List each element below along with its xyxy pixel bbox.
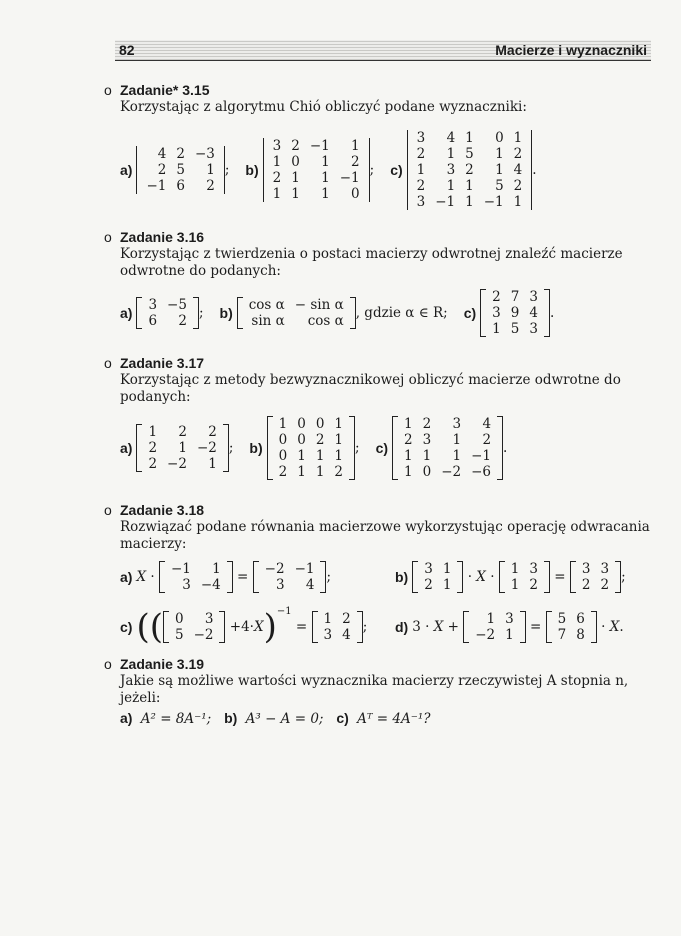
matrix-c (392, 416, 503, 480)
matrix-cell: 5 (176, 162, 185, 178)
matrix-cell: −1 (471, 448, 492, 464)
matrix-row (274, 448, 348, 464)
matrix-cell: 1 (315, 448, 325, 464)
exercise-title: Zadanie 3.19 (120, 656, 205, 672)
determinant-b (263, 138, 370, 202)
exercise-title: Zadanie 3.16 (120, 229, 205, 245)
exercise-3-15-items: a) 4 2 −3 2 5 1 −1 6 2 ; b) 3 2 −1 1 1 0 1 2 2 1 1 −1 1 1 1 0 ; c) 3 4 1 0 1 2 1 5 1 2 1 3 2 1 4 2 1 1 5 2 3 −1 1 −1 1 . (120, 130, 537, 210)
matrix-table (268, 138, 365, 202)
matrix-cell: 2 (424, 577, 433, 593)
matrix-cell: 2 (513, 178, 523, 194)
matrix-cell: 1 (404, 464, 413, 480)
matrix-row (143, 440, 221, 456)
matrix-cell: −2 (193, 627, 214, 643)
matrix-cell: 1 (334, 416, 344, 432)
matrix-cell: 3 (275, 577, 285, 593)
matrix-cell: 0 (278, 432, 288, 448)
matrix-c (480, 289, 550, 337)
matrix-cell: 5 (174, 627, 184, 643)
exercise-3-16: o Zadanie 3.16 Korzystając z twierdzenia o postaci macierzy odwrotnej znaleźć macierze odwrotne do podanych: (104, 229, 660, 280)
matrix-cell: 4 (157, 146, 167, 162)
matrix-row (268, 186, 365, 202)
matrix-row (268, 154, 365, 170)
matrix-cell: −1 (339, 170, 360, 186)
matrix-cell: 7 (557, 627, 567, 643)
matrix-cell: 1 (291, 170, 300, 186)
matrix-row (553, 611, 590, 627)
matrix-cell: 0 (297, 416, 306, 432)
matrix-row (487, 289, 543, 305)
matrix-cell: 7 (510, 289, 520, 305)
exercise-title: Zadanie 3.18 (120, 502, 205, 518)
matrix-cell: 5 (495, 178, 504, 194)
matrix-row (506, 561, 543, 577)
matrix-cell: 2 (148, 456, 158, 472)
equation-c: c) (( 0 3 5 −2 +4· X ) $^{-1}$ = 1 2 3 4 ; (120, 606, 368, 647)
matrix-cell: 3 (204, 611, 214, 627)
matrix-cell: −6 (471, 464, 492, 480)
matrix-cell: 2 (529, 577, 538, 593)
matrix-table (141, 146, 219, 194)
matrix-row (399, 416, 496, 432)
matrix-table (143, 424, 221, 472)
matrix-cell: −2 (441, 464, 462, 480)
matrix-cell: 1 (486, 611, 496, 627)
matrix-cell: − sin α (294, 297, 344, 313)
matrix-cell: 1 (404, 416, 413, 432)
matrix-cell: 1 (334, 448, 344, 464)
matrix-cell: 1 (315, 464, 325, 480)
matrix-cell: 5 (465, 146, 474, 162)
matrix-cell: 1 (291, 186, 300, 202)
matrix-cell: 1 (404, 448, 413, 464)
matrix-cell: 2 (157, 162, 167, 178)
matrix-cell: 1 (505, 627, 514, 643)
matrix-cell: 3 (581, 561, 591, 577)
matrix-cell: 1 (446, 178, 456, 194)
matrix-cell: 1 (495, 162, 504, 178)
matrix-cell: 9 (510, 305, 520, 321)
matrix-cell: 1 (422, 448, 432, 464)
matrix-cell: 1 (351, 138, 360, 154)
matrix-row (470, 627, 519, 643)
exercise-3-16-items: a) 3 −5 6 2 ; b) cos α − sin α sin α cos α , gdzie α ∈ R; c) 2 7 3 3 9 4 1 5 3 . (120, 289, 555, 337)
matrix-cell: −2 (167, 456, 187, 472)
matrix-cell: 2 (416, 178, 426, 194)
matrix-row (143, 456, 221, 472)
matrix-cell: 8 (576, 627, 585, 643)
matrix-cell: 1 (442, 561, 452, 577)
matrix-row (143, 424, 221, 440)
matrix-cell: 0 (174, 611, 184, 627)
matrix-cell: −1 (294, 561, 315, 577)
matrix-cell: −1 (146, 178, 167, 194)
matrix-cell: 1 (416, 162, 426, 178)
matrix-cell: 0 (297, 432, 306, 448)
matrix-cell: 1 (148, 424, 158, 440)
matrix-cell: 1 (334, 432, 344, 448)
page-header (115, 40, 651, 61)
matrix-cell: 1 (452, 432, 462, 448)
matrix-cell: 4 (305, 577, 315, 593)
matrix-cell: 1 (465, 194, 474, 210)
matrix-cell: 6 (148, 313, 158, 329)
matrix-row (274, 432, 348, 448)
matrix-table (143, 297, 192, 329)
matrix-cell: 1 (297, 448, 306, 464)
matrix-row (268, 170, 365, 186)
matrix-cell: 2 (600, 577, 610, 593)
matrix-row (412, 146, 528, 162)
matrix-row (141, 178, 219, 194)
exercise-title: Zadanie 3.17 (120, 355, 205, 371)
matrix-row (412, 194, 528, 210)
matrix-cell: 3 (148, 297, 158, 313)
matrix-cell: 2 (482, 432, 492, 448)
page-number: 82 (119, 42, 135, 58)
matrix-table (260, 561, 320, 593)
matrix-cell: 1 (297, 464, 306, 480)
matrix-cell: 2 (278, 464, 288, 480)
matrix-cell: 1 (321, 154, 330, 170)
matrix-cell: 2 (291, 138, 300, 154)
matrix-a (136, 297, 199, 329)
exercise-text: Korzystając z twierdzenia o postaci macierzy odwrotnej znaleźć macierze odwrotne do podanych: (120, 246, 623, 279)
matrix-table (166, 561, 226, 593)
matrix-cell: 1 (452, 448, 462, 464)
matrix-cell: 2 (416, 146, 426, 162)
matrix-cell: 2 (581, 577, 591, 593)
matrix-cell: sin α (251, 313, 285, 329)
matrix-cell: 3 (529, 289, 538, 305)
exercise-text: Jakie są możliwe wartości wyznacznika macierzy rzeczywistej A stopnia n, jeżeli: (120, 673, 629, 706)
matrix-cell: 1 (272, 186, 282, 202)
matrix-row (170, 611, 219, 627)
matrix-cell: 3 (416, 130, 426, 146)
matrix-cell: 1 (321, 170, 330, 186)
matrix-row (399, 464, 496, 480)
matrix-row (470, 611, 519, 627)
matrix-row (487, 321, 543, 337)
matrix-table (244, 297, 349, 329)
matrix-cell: 2 (315, 432, 325, 448)
exercise-3-18: o Zadanie 3.18 Rozwiązać podane równania macierzowe wykorzystując operację odwracania macierzy: (104, 502, 660, 553)
exercise-text: Rozwiązać podane równania macierzowe wykorzystując operację odwracania macierzy: (120, 519, 650, 552)
matrix-row (166, 561, 226, 577)
matrix-cell: −5 (167, 297, 187, 313)
matrix-b (237, 297, 356, 329)
matrix-row (487, 305, 543, 321)
matrix-row (143, 297, 192, 313)
matrix-cell: 2 (404, 432, 413, 448)
matrix-cell: 4 (529, 305, 538, 321)
exercise-3-15: o Zadanie* 3.15 Korzystając z algorytmu Chió obliczyć podane wyznaczniki: (104, 82, 660, 116)
matrix-cell: 1 (212, 561, 221, 577)
matrix-row (268, 138, 365, 154)
matrix-cell: 4 (446, 130, 456, 146)
matrix-row (553, 627, 590, 643)
matrix-cell: 2 (178, 313, 187, 329)
matrix-row (141, 162, 219, 178)
exercise-title: Zadanie* 3.15 (120, 82, 210, 98)
matrix-cell: 3 (182, 577, 191, 593)
matrix-cell: cos α (307, 313, 344, 329)
determinant-a (136, 146, 224, 194)
matrix-cell: 1 (278, 416, 288, 432)
matrix-cell: 2 (513, 146, 523, 162)
matrix-table (553, 611, 590, 643)
matrix-table (170, 611, 219, 643)
matrix-cell: 3 (422, 432, 432, 448)
matrix-cell: 3 (452, 416, 462, 432)
matrix-cell: 0 (278, 448, 288, 464)
matrix-cell: 1 (208, 456, 217, 472)
matrix-cell: 1 (495, 146, 504, 162)
matrix-cell: 2 (422, 416, 432, 432)
matrix-cell: 1 (323, 611, 333, 627)
matrix-row (419, 561, 456, 577)
matrix-cell: 4 (513, 162, 523, 178)
matrix-row (577, 577, 614, 593)
matrix-cell: 1 (513, 130, 523, 146)
matrix-cell: 4 (342, 627, 351, 643)
matrix-cell: 3 (492, 305, 501, 321)
matrix-row (412, 178, 528, 194)
matrix-row (412, 130, 528, 146)
matrix-cell: 0 (351, 186, 360, 202)
matrix-row (577, 561, 614, 577)
matrix-cell: 3 (529, 321, 538, 337)
matrix-table (577, 561, 614, 593)
matrix-table (412, 130, 528, 210)
matrix-cell: 3 (272, 138, 282, 154)
matrix-table (506, 561, 543, 593)
exercise-3-17: o Zadanie 3.17 Korzystając z metody bezwyznacznikowej obliczyć macierze odwrotne do podanych: (104, 355, 660, 406)
matrix-cell: 3 (600, 561, 610, 577)
matrix-cell: 1 (465, 130, 474, 146)
matrix-cell: 3 (505, 611, 514, 627)
condition-text: , gdzie α ∈ R; (355, 305, 448, 321)
matrix-cell: −2 (475, 627, 496, 643)
matrix-cell: 1 (442, 577, 452, 593)
matrix-b (267, 416, 355, 480)
matrix-a (136, 424, 228, 472)
matrix-cell: 1 (206, 162, 215, 178)
matrix-cell: 3 (323, 627, 333, 643)
matrix-table (419, 561, 456, 593)
matrix-row (319, 611, 356, 627)
matrix-cell: −4 (200, 577, 221, 593)
matrix-cell: 1 (272, 154, 282, 170)
matrix-row (399, 448, 496, 464)
matrix-cell: 3 (416, 194, 426, 210)
exercise-3-17-items: a) 1 2 2 2 1 −2 2 −2 1 ; b) 1 0 0 1 0 0 2 1 0 1 1 1 2 1 1 2 ; c) 1 2 3 4 2 3 1 2 1 1 1 −1 1 0 −2 −6 . (120, 416, 508, 480)
matrix-cell: 2 (351, 154, 360, 170)
matrix-cell: 2 (176, 146, 185, 162)
matrix-row (260, 561, 320, 577)
matrix-cell: 2 (208, 424, 217, 440)
matrix-row (274, 416, 348, 432)
matrix-cell: 6 (576, 611, 585, 627)
exercise-3-19: o Zadanie 3.19 Jakie są możliwe wartości wyznacznika macierzy rzeczywistej A stopnia n, jeżeli: a) A² = 8A⁻¹; b) A³ − A = 0; c) Aᵀ = 4A⁻¹? (104, 656, 660, 728)
matrix-row (412, 162, 528, 178)
equation-b: b) 3 1 2 1 · X · 1 3 1 2 = 3 3 2 2 ; (395, 561, 626, 593)
matrix-row (319, 627, 356, 643)
equation-d: d) 3 · X + 1 3 −2 1 = 5 6 7 8 · X . (395, 611, 624, 643)
matrix-table (274, 416, 348, 480)
matrix-cell: 2 (206, 178, 215, 194)
matrix-cell: 1 (178, 440, 187, 456)
matrix-cell: 6 (176, 178, 185, 194)
matrix-row (244, 297, 349, 313)
matrix-row (260, 577, 320, 593)
matrix-cell: −1 (309, 138, 330, 154)
matrix-cell: 5 (510, 321, 520, 337)
matrix-cell: −1 (435, 194, 456, 210)
matrix-row (143, 313, 192, 329)
exercise-text: Korzystając z metody bezwyznacznikowej obliczyć macierze odwrotne do podanych: (120, 372, 621, 405)
matrix-cell: −3 (194, 146, 215, 162)
conditions: a) A² = 8A⁻¹; b) A³ − A = 0; c) Aᵀ = 4A⁻¹? (120, 710, 431, 727)
matrix-row (399, 432, 496, 448)
matrix-cell: −1 (483, 194, 504, 210)
matrix-table (319, 611, 356, 643)
matrix-cell: −2 (196, 440, 217, 456)
matrix-cell: 2 (272, 170, 282, 186)
matrix-cell: 0 (495, 130, 504, 146)
matrix-cell: 2 (465, 162, 474, 178)
matrix-cell: 3 (529, 561, 538, 577)
matrix-row (141, 146, 219, 162)
matrix-cell: cos α (248, 297, 285, 313)
matrix-row (274, 464, 348, 480)
matrix-cell: 0 (291, 154, 300, 170)
determinant-c (407, 130, 533, 210)
matrix-cell: 1 (513, 194, 523, 210)
matrix-cell: 1 (510, 561, 520, 577)
matrix-cell: 4 (482, 416, 492, 432)
matrix-row (170, 627, 219, 643)
matrix-row (506, 577, 543, 593)
matrix-cell: 0 (422, 464, 432, 480)
matrix-cell: 1 (446, 146, 456, 162)
matrix-cell: 2 (492, 289, 501, 305)
matrix-cell: 0 (315, 416, 325, 432)
matrix-cell: 2 (178, 424, 187, 440)
matrix-cell: 2 (334, 464, 344, 480)
matrix-cell: 2 (148, 440, 158, 456)
matrix-table (487, 289, 543, 337)
matrix-cell: 1 (321, 186, 330, 202)
matrix-row (419, 577, 456, 593)
matrix-cell: −1 (170, 561, 191, 577)
matrix-table (399, 416, 496, 480)
matrix-cell: 2 (342, 611, 351, 627)
matrix-cell: 1 (465, 178, 474, 194)
matrix-table (470, 611, 519, 643)
equation-a: a) X · −1 1 3 −4 = −2 −1 3 4 ; (120, 561, 332, 593)
matrix-row (244, 313, 349, 329)
matrix-cell: 5 (557, 611, 567, 627)
matrix-row (166, 577, 226, 593)
matrix-cell: 3 (424, 561, 433, 577)
matrix-cell: 1 (492, 321, 501, 337)
matrix-cell: −2 (264, 561, 285, 577)
exercise-text: Korzystając z algorytmu Chió obliczyć podane wyznaczniki: (120, 99, 527, 115)
matrix-cell: 3 (446, 162, 456, 178)
chapter-title: Macierze i wyznaczniki (495, 42, 647, 58)
matrix-cell: 1 (510, 577, 520, 593)
